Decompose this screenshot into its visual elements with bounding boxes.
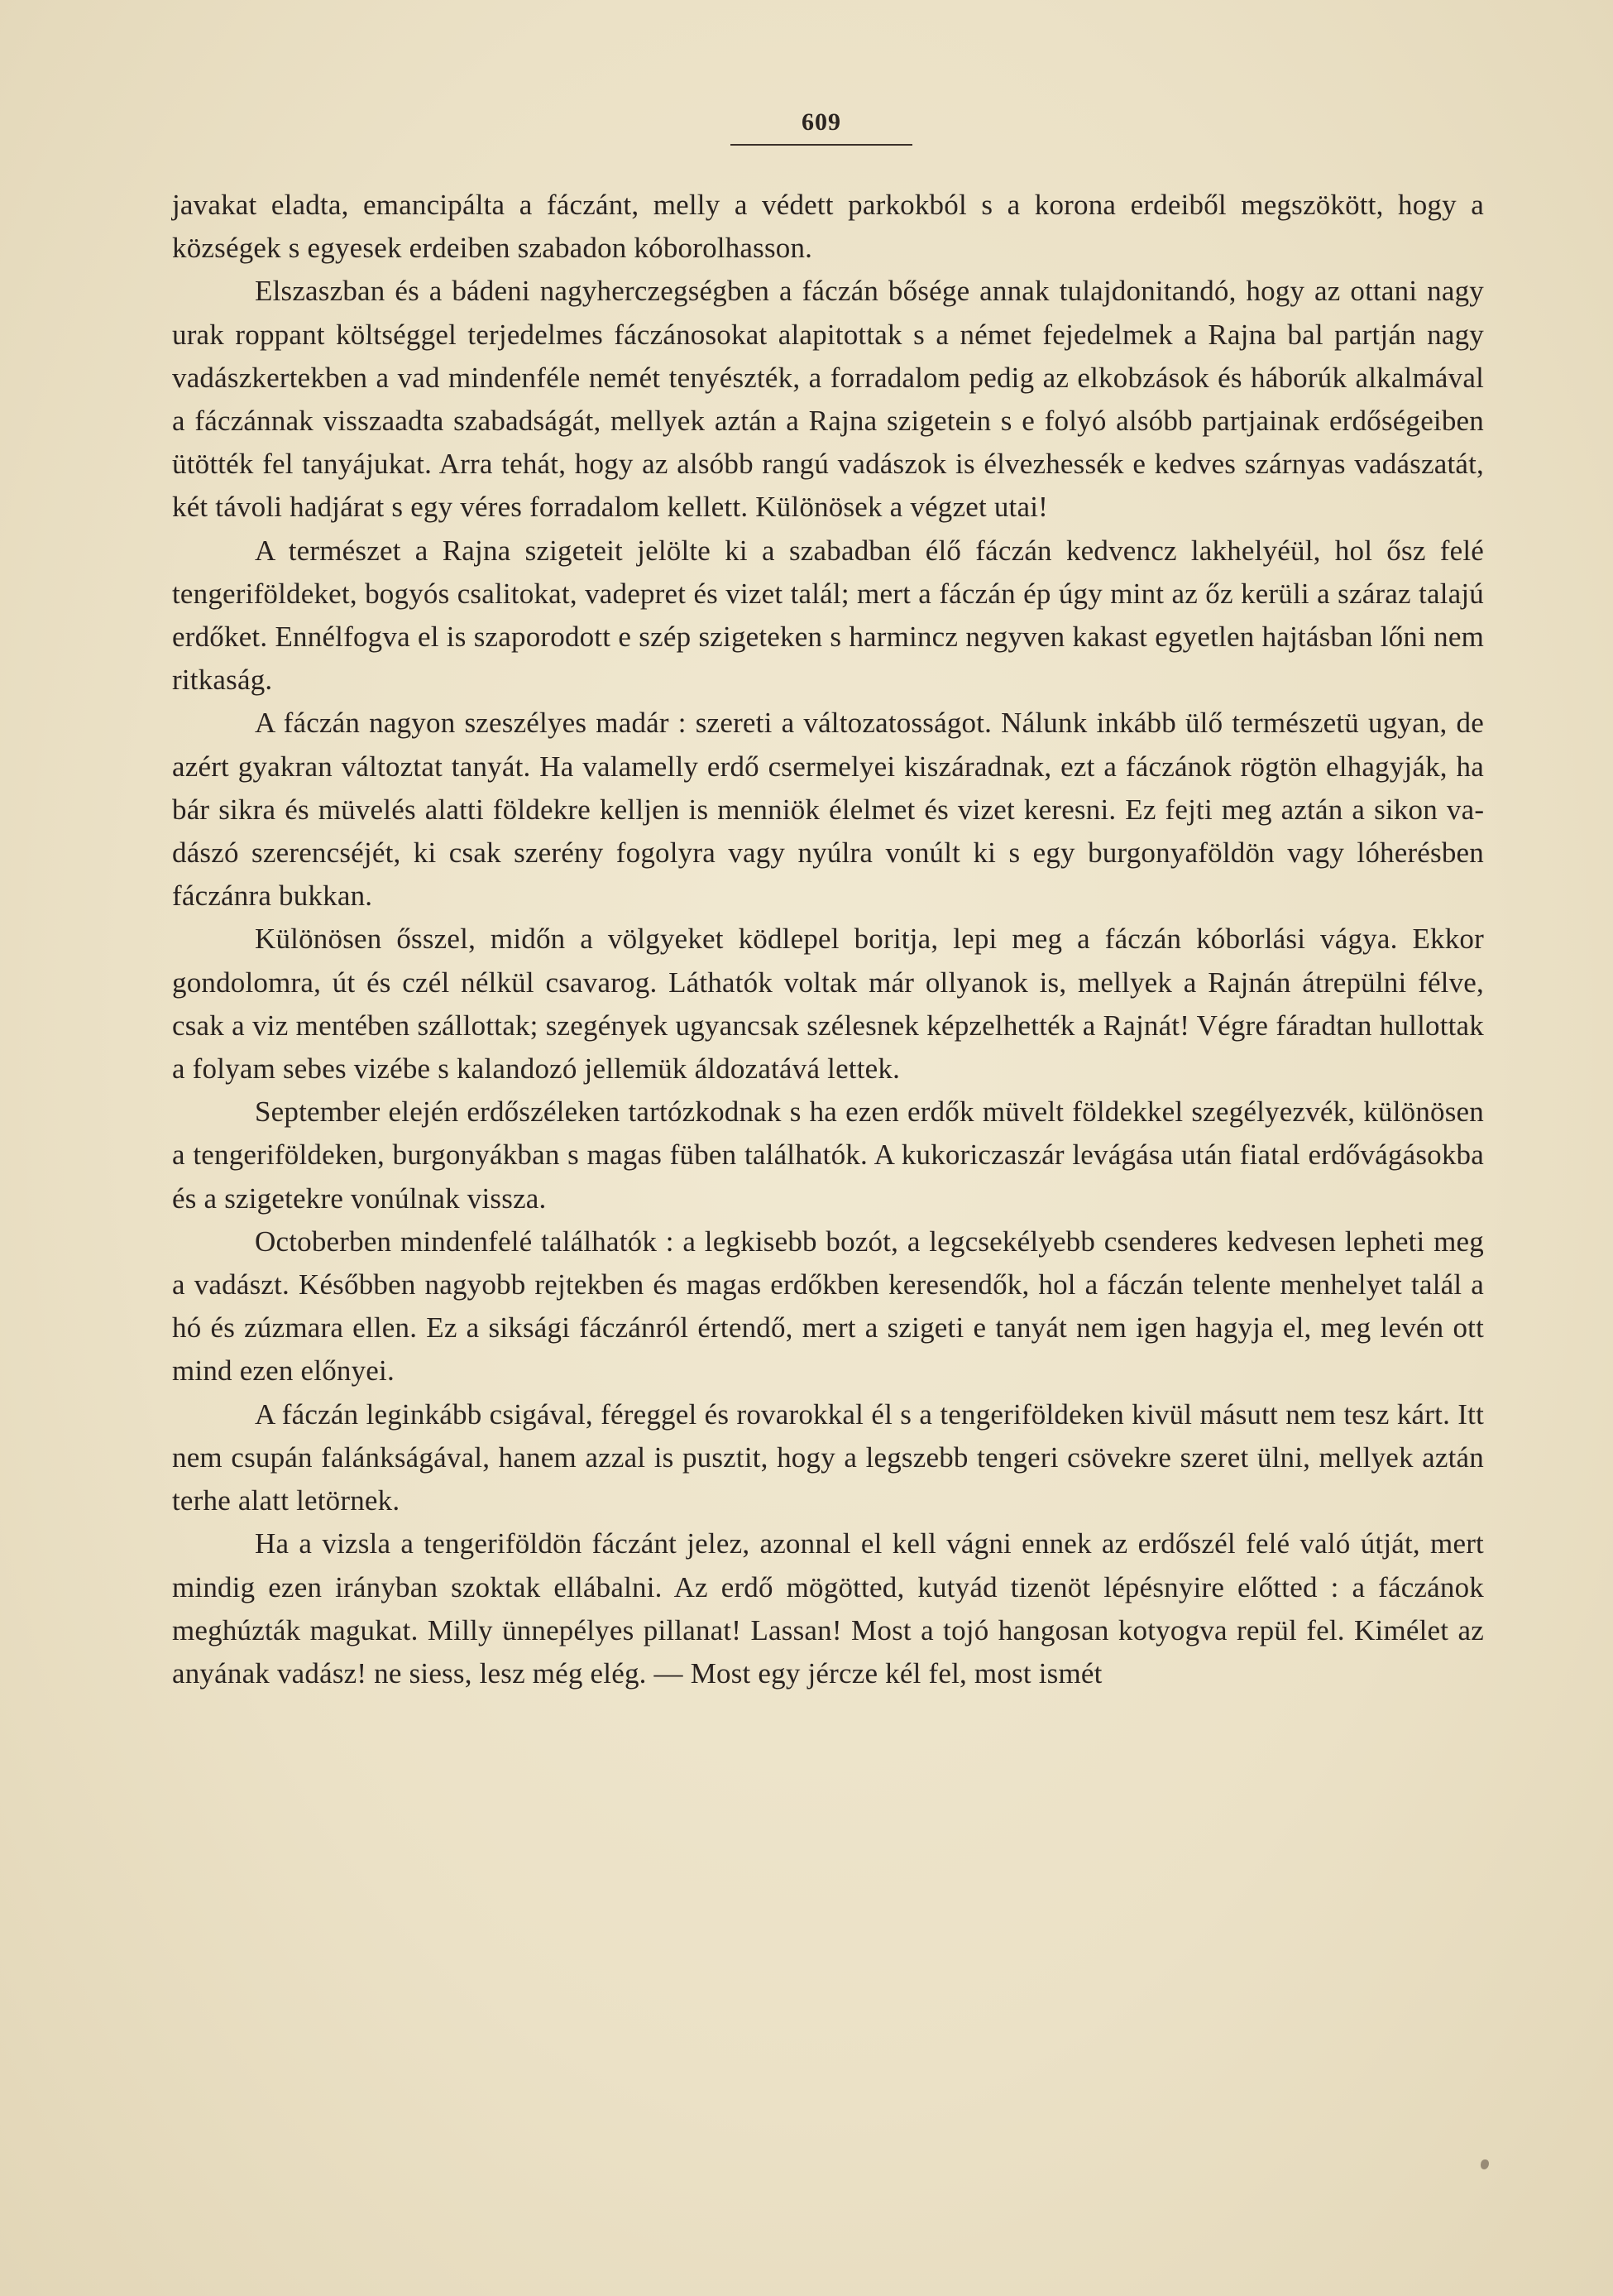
paragraph: A természet a Rajna szigeteit jelölte ki a szabadban élő fáczán kedvencz lakhelyéül, hol ősz felé tengeriföldeket, bogyós csalitokat, vadepret és vizet talál; mert a fáczán ép úgy mint az őz kerüli a száraz talajú erdőket. Ennélfogva el is szaporodott e szép szigeteken s harmincz negyven kakast egyetlen hajtásban lőni nem ritkaság. xyxy=(172,534,1484,697)
paragraph: A fáczán leginkább csigával, féreggel és rovarokkal él s a tengeriföldeken kivül másutt nem tesz kárt. Itt nem csupán falánkságával, hanem azzal is pusztit, hogy a legszebb tengeri csövekre szeret ülni, mellyek aztán terhe alatt letörnek. xyxy=(172,1397,1484,1517)
body-text xyxy=(172,184,1484,1695)
paragraph: Ha a vizsla a tengeriföldön fáczánt jelez, azonnal el kell vágni ennek az erdőszél felé való útját, mert mindig ezen irányban szoktak ellábalni. Az erdő mögötted, kutyád tizenöt lépésnyire előtted : a fáczánok meghúzták magukat. Milly ünnepélyes pillanat! Lassan! Most a tojó hangosan kotyogva repül fel. Kimélet az anyának vadász! ne siess, lesz még elég. — Most egy jércze kél fel, most ismét xyxy=(172,1527,1484,1690)
paragraph: Octoberben mindenfelé találhatók : a legkisebb bozót, a legcsekélyebb csenderes kedvesen lepheti meg a vadászt. Későbben nagyobb rejtekben és magas erdőkben keresendők, hol a fáczán telente menhelyet talál a hó és zúzmara ellen. Ez a siksági fáczánról értendő, mert a szigeti e tanyát nem igen hagyja el, meg levén ott mind ezen előnyei. xyxy=(172,1225,1484,1388)
page-header xyxy=(726,106,917,146)
paragraph: Elszaszban és a bádeni nagyherczegségben a fáczán bősége annak tulajdonitandó, hogy az ottani nagy urak roppant költséggel terjedelmes fáczánosokat alapitottak s a német fejedelmek a Rajna bal partján nagy vadászkertekben a vad mindenféle nemét tenyészték, a forradalom pedig az elkobzások és háborúk alkalmával a fáczánnak visszaadta szabadságát, mellyek aztán a Rajna szigetein s e folyó alsóbb partjainak erdőségeiben ütötték fel tanyájukat. Arra tehát, hogy az alsóbb rangú vadászok is élvezhessék e kedves szárnyas vadászatát, két távoli hadjárat s egy véres forradalom kellett. Különösek a végzet utai! xyxy=(172,275,1484,524)
page-number: 609 xyxy=(802,108,841,136)
header-rule xyxy=(730,144,912,146)
paragraph: javakat eladta, emancipálta a fáczánt, melly a védett parkokból s a korona erdeiből megszökött, hogy a községek s egyesek erdeiben szabadon kóborolhasson. xyxy=(172,189,1484,265)
ink-speck xyxy=(1481,2159,1489,2169)
paragraph: September elején erdőszéleken tartózkodnak s ha ezen erdők müvelt földekkel szegélyezvék, különösen a tengeriföldeken, burgonyákban s magas füben találhatók. A kukoriczaszár levágása után fiatal erdővágásokba és a szigetekre vonúlnak vissza. xyxy=(172,1095,1484,1215)
paragraph: A fáczán nagyon szeszélyes madár : szereti a változatosságot. Nálunk inkább ülő természetü ugyan, de azért gyakran változtat tanyát. Ha valamelly erdő csermelyei kiszáradnak, ezt a fáczánok rögtön elhagyják, ha bár sikra és müvelés alatti földekre kelljen is menniök élelmet és vizet keresni. Ez fejti meg aztán a sikon vadászó szerencséjét, ki csak szerény fogolyra vagy nyúlra vonúlt ki s egy burgonyaföldön vagy lóherésben fáczánra bukkan. xyxy=(172,707,1484,913)
paragraph: Különösen ősszel, midőn a völgyeket ködlepel boritja, lepi meg a fáczán kóborlási vágya. Ekkor gondolomra, út és czél nélkül csavarog. Láthatók voltak már ollyanok is, mellyek a Rajnán átrepülni félve, csak a viz mentében szállottak; szegények ugyancsak szélesnek képzelhették a Rajnát! Végre fáradtan hullottak a folyam sebes vizébe s kalandozó jellemük áldozatává lettek. xyxy=(172,923,1484,1086)
